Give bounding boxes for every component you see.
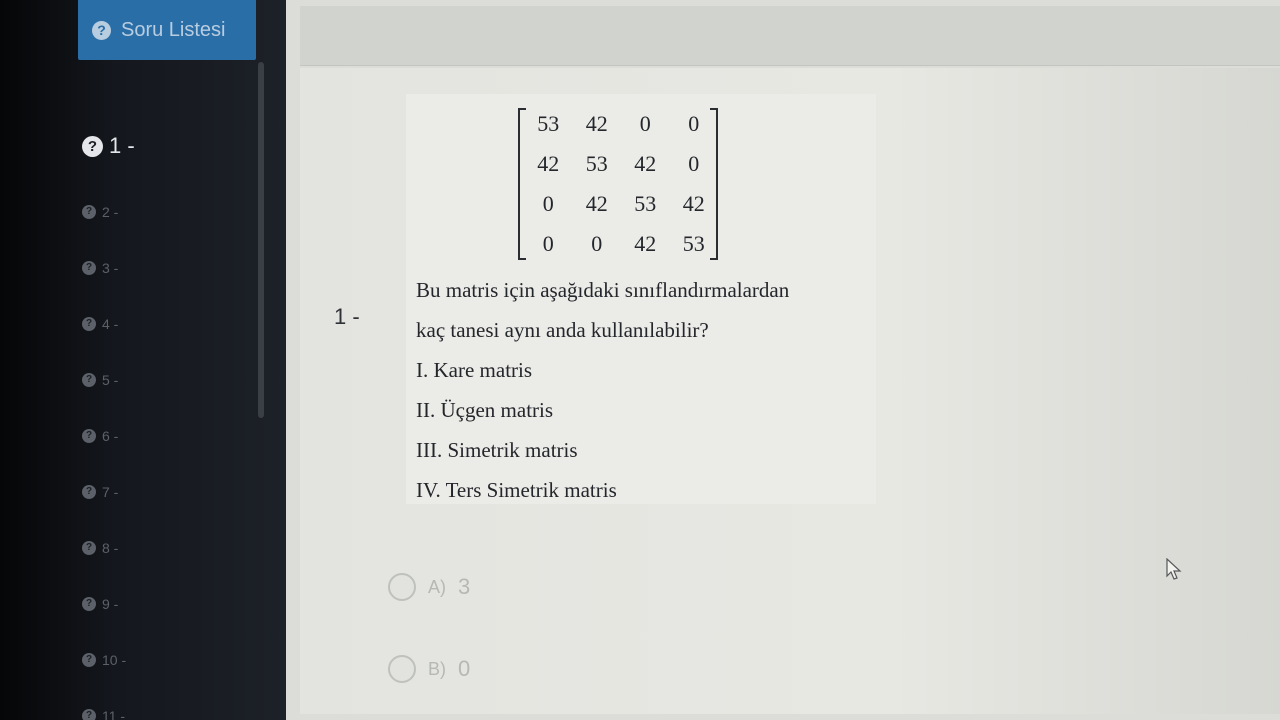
- nav-question-label: 7 -: [102, 484, 119, 500]
- matrix-row: [518, 184, 718, 224]
- option-text: 0: [458, 656, 471, 681]
- option-a-radio[interactable]: [388, 573, 416, 601]
- matrix-row: [518, 104, 718, 144]
- question-line: II. Üçgen matris: [416, 398, 554, 422]
- nav-question-7[interactable]: [82, 464, 135, 520]
- nav-question-5[interactable]: [82, 352, 135, 408]
- question-circle-icon: ?: [82, 317, 96, 331]
- nav-question-label: 10 -: [102, 652, 127, 668]
- question-list-label: Soru Listesi: [121, 18, 226, 41]
- top-bar: [300, 6, 1280, 66]
- question-circle-icon: ?: [82, 205, 96, 219]
- matrix-cell: 53: [585, 151, 608, 176]
- question-circle-icon: ?: [82, 541, 96, 555]
- question-line: kaç tanesi aynı anda kullanılabilir?: [416, 318, 709, 342]
- matrix-cell: 42: [585, 191, 608, 216]
- matrix-row: [518, 144, 718, 184]
- question-line: III. Simetrik matris: [416, 438, 578, 462]
- matrix-cell: 0: [639, 111, 651, 136]
- option-a[interactable]: [388, 573, 470, 601]
- matrix-cell: 0: [688, 151, 700, 176]
- matrix-cell: 42: [634, 231, 657, 256]
- question-text: [416, 270, 789, 510]
- matrix-cell: 0: [542, 231, 554, 256]
- question-nav-list: [82, 128, 135, 720]
- matrix: [518, 104, 718, 266]
- nav-question-label: 8 -: [102, 540, 119, 556]
- matrix-cell: 53: [634, 191, 657, 216]
- question-circle-icon: ?: [82, 597, 96, 611]
- question-circle-icon: ?: [82, 653, 96, 667]
- matrix-cell: 42: [634, 151, 657, 176]
- question-circle-icon: ?: [82, 485, 96, 499]
- matrix-cell: 53: [537, 111, 560, 136]
- question-image: [406, 94, 876, 504]
- nav-question-label: 3 -: [102, 260, 119, 276]
- nav-question-10[interactable]: [82, 632, 135, 688]
- nav-question-11[interactable]: [82, 688, 135, 720]
- matrix-cell: 0: [591, 231, 603, 256]
- nav-question-3[interactable]: [82, 240, 135, 296]
- option-b-radio[interactable]: [388, 655, 416, 683]
- sidebar: [0, 0, 286, 720]
- option-letter: B): [428, 658, 446, 679]
- option-b[interactable]: [388, 655, 470, 683]
- nav-question-2[interactable]: [82, 184, 135, 240]
- nav-question-9[interactable]: [82, 576, 135, 632]
- question-line: IV. Ters Simetrik matris: [416, 478, 617, 502]
- question-circle-icon: ?: [92, 21, 111, 40]
- question-circle-icon: ?: [82, 429, 96, 443]
- matrix-cell: 0: [542, 191, 554, 216]
- nav-question-1[interactable]: [82, 128, 135, 164]
- matrix-cell: 42: [585, 111, 608, 136]
- nav-question-label: 11 -: [102, 708, 126, 720]
- question-content: [300, 68, 1280, 714]
- nav-question-4[interactable]: [82, 296, 135, 352]
- matrix-cell: 42: [682, 191, 705, 216]
- question-line: Bu matris için aşağıdaki sınıflandırmalardan: [416, 278, 790, 302]
- option-text: 3: [458, 574, 471, 599]
- matrix-left-bracket: [518, 108, 526, 260]
- sidebar-scrollbar[interactable]: [258, 62, 264, 418]
- matrix-right-bracket: [710, 108, 718, 260]
- question-circle-icon: ?: [82, 136, 103, 157]
- nav-question-label: 6 -: [102, 428, 119, 444]
- matrix-cell: 0: [688, 111, 700, 136]
- question-line: I. Kare matris: [416, 358, 533, 382]
- main-panel: [286, 0, 1280, 720]
- matrix-cell: 42: [537, 151, 560, 176]
- mouse-cursor-icon: [1166, 558, 1182, 582]
- question-number: 1 -: [334, 304, 360, 329]
- matrix-cell: 53: [682, 231, 705, 256]
- nav-question-label: 9 -: [102, 596, 119, 612]
- nav-question-6[interactable]: [82, 408, 135, 464]
- nav-question-8[interactable]: [82, 520, 135, 576]
- question-circle-icon: ?: [82, 261, 96, 275]
- option-letter: A): [428, 576, 446, 597]
- nav-question-label: 5 -: [102, 372, 119, 388]
- nav-question-label: 1 -: [109, 133, 135, 158]
- nav-question-label: 4 -: [102, 316, 119, 332]
- matrix-row: [518, 224, 718, 264]
- question-circle-icon: ?: [82, 709, 96, 720]
- nav-question-label: 2 -: [102, 204, 119, 220]
- question-list-button[interactable]: [78, 0, 256, 60]
- question-circle-icon: ?: [82, 373, 96, 387]
